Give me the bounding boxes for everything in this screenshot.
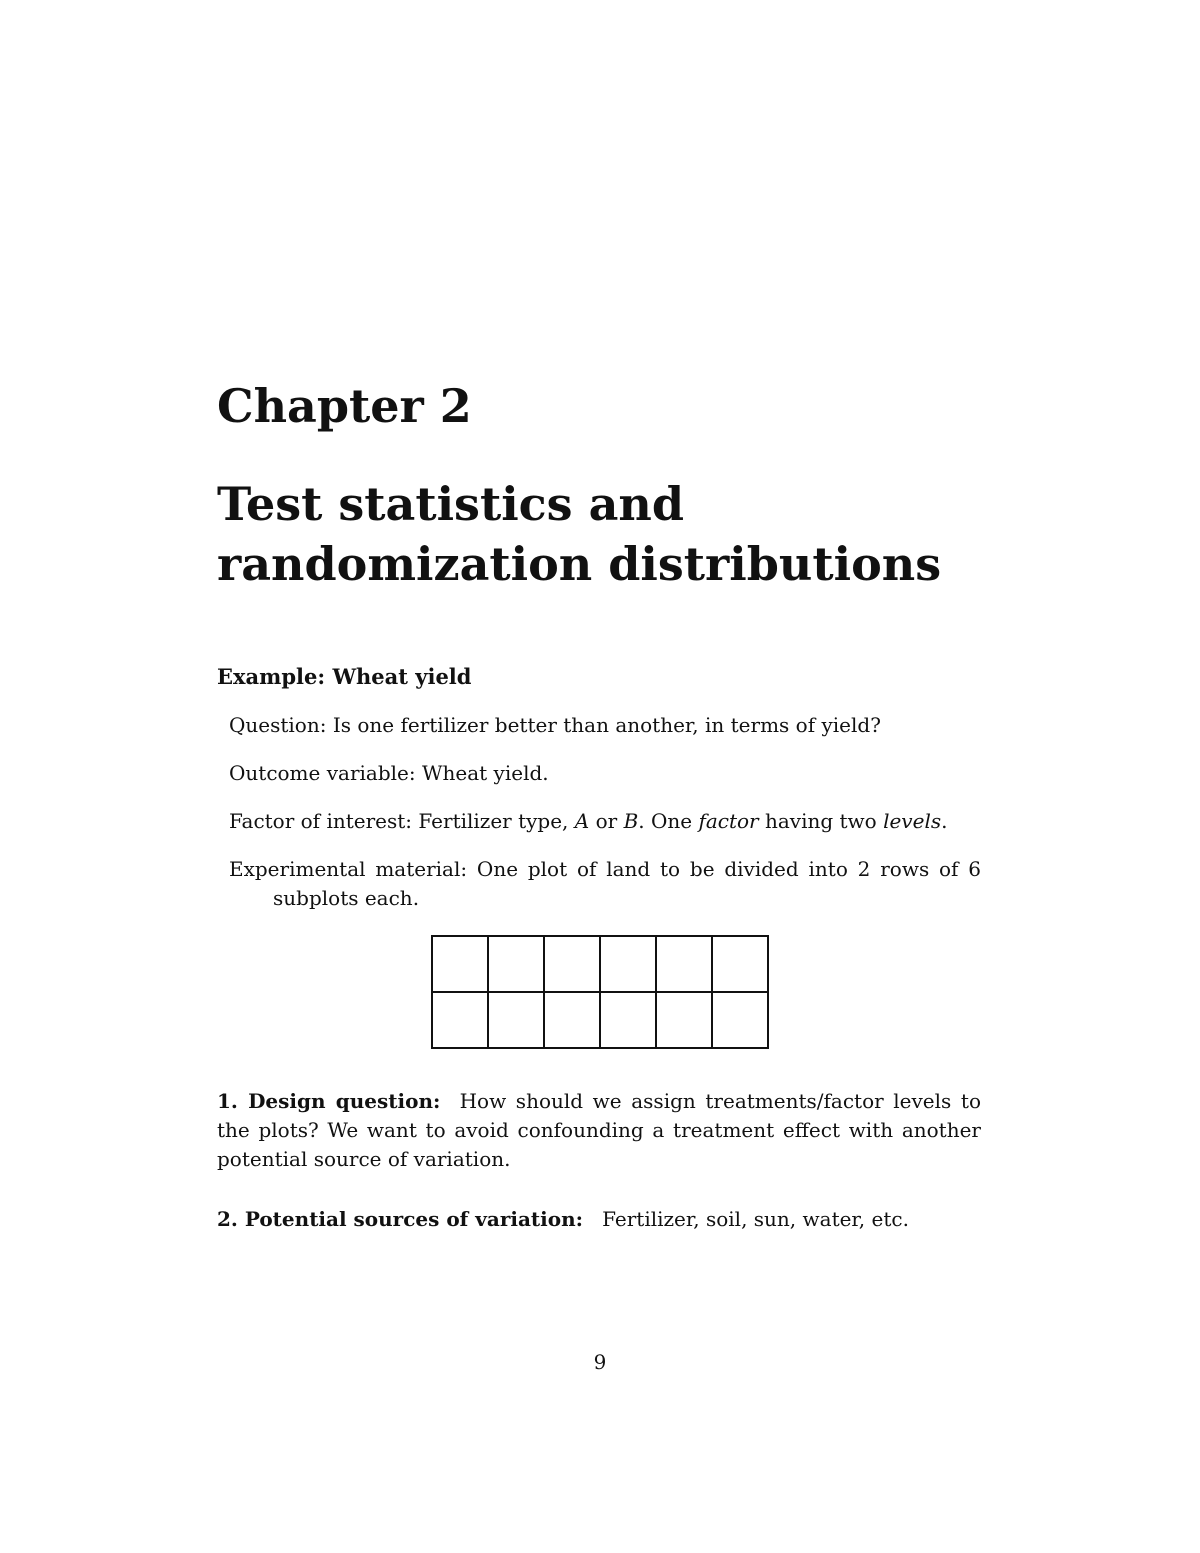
- chapter-title-line-2: randomization distributions: [217, 537, 942, 591]
- design-question-label: 1. Design question:: [217, 1089, 441, 1113]
- outcome-item: Outcome variable: Wheat yield.: [229, 761, 549, 785]
- subplot-cell: [712, 936, 768, 992]
- level-a: A: [574, 809, 590, 833]
- design-question-text: How should we assign treatments/factor levels to the plots? We want to avoid confounding a treatment effect with another potential source of variation.: [217, 1089, 981, 1171]
- plot-grid-row: [432, 936, 768, 992]
- factor-mid: . One: [638, 809, 699, 833]
- subplot-cell: [600, 936, 656, 992]
- sources-text: Fertilizer, soil, sun, water, etc.: [602, 1207, 909, 1231]
- example-items: [229, 711, 981, 932]
- level-b: B: [623, 809, 639, 833]
- subplot-cell: [656, 936, 712, 992]
- design-question-paragraph: [217, 1087, 981, 1174]
- factor-end: .: [941, 809, 948, 833]
- chapter-label: Chapter 2: [217, 379, 472, 433]
- factor-or: or: [589, 809, 624, 833]
- factor-word: factor: [698, 809, 759, 833]
- subplot-cell: [432, 936, 488, 992]
- subplot-cell: [544, 936, 600, 992]
- question-item: Question: Is one fertilizer better than another, in terms of yield?: [229, 713, 881, 737]
- plot-grid-row: [432, 992, 768, 1048]
- subplot-cell: [488, 936, 544, 992]
- subplot-cell: [544, 992, 600, 1048]
- subplot-cell: [656, 992, 712, 1048]
- material-item: Experimental material: One plot of land to be divided into 2 rows of 6 subplots each.: [229, 857, 981, 910]
- levels-word: levels: [883, 809, 942, 833]
- factor-having: having two: [758, 809, 884, 833]
- chapter-title: [217, 474, 1017, 594]
- page-number: 9: [593, 1350, 607, 1374]
- plot-grid: [431, 935, 769, 1049]
- factor-prefix: Factor of interest: Fertilizer type,: [229, 809, 575, 833]
- subplot-cell: [712, 992, 768, 1048]
- subplot-cell: [488, 992, 544, 1048]
- sources-label: 2. Potential sources of variation:: [217, 1207, 584, 1231]
- example-heading: Example: Wheat yield: [217, 664, 472, 689]
- sources-paragraph: [217, 1205, 981, 1234]
- factor-item: [229, 807, 981, 836]
- subplot-cell: [432, 992, 488, 1048]
- subplot-cell: [600, 992, 656, 1048]
- chapter-title-line-1: Test statistics and: [217, 477, 685, 531]
